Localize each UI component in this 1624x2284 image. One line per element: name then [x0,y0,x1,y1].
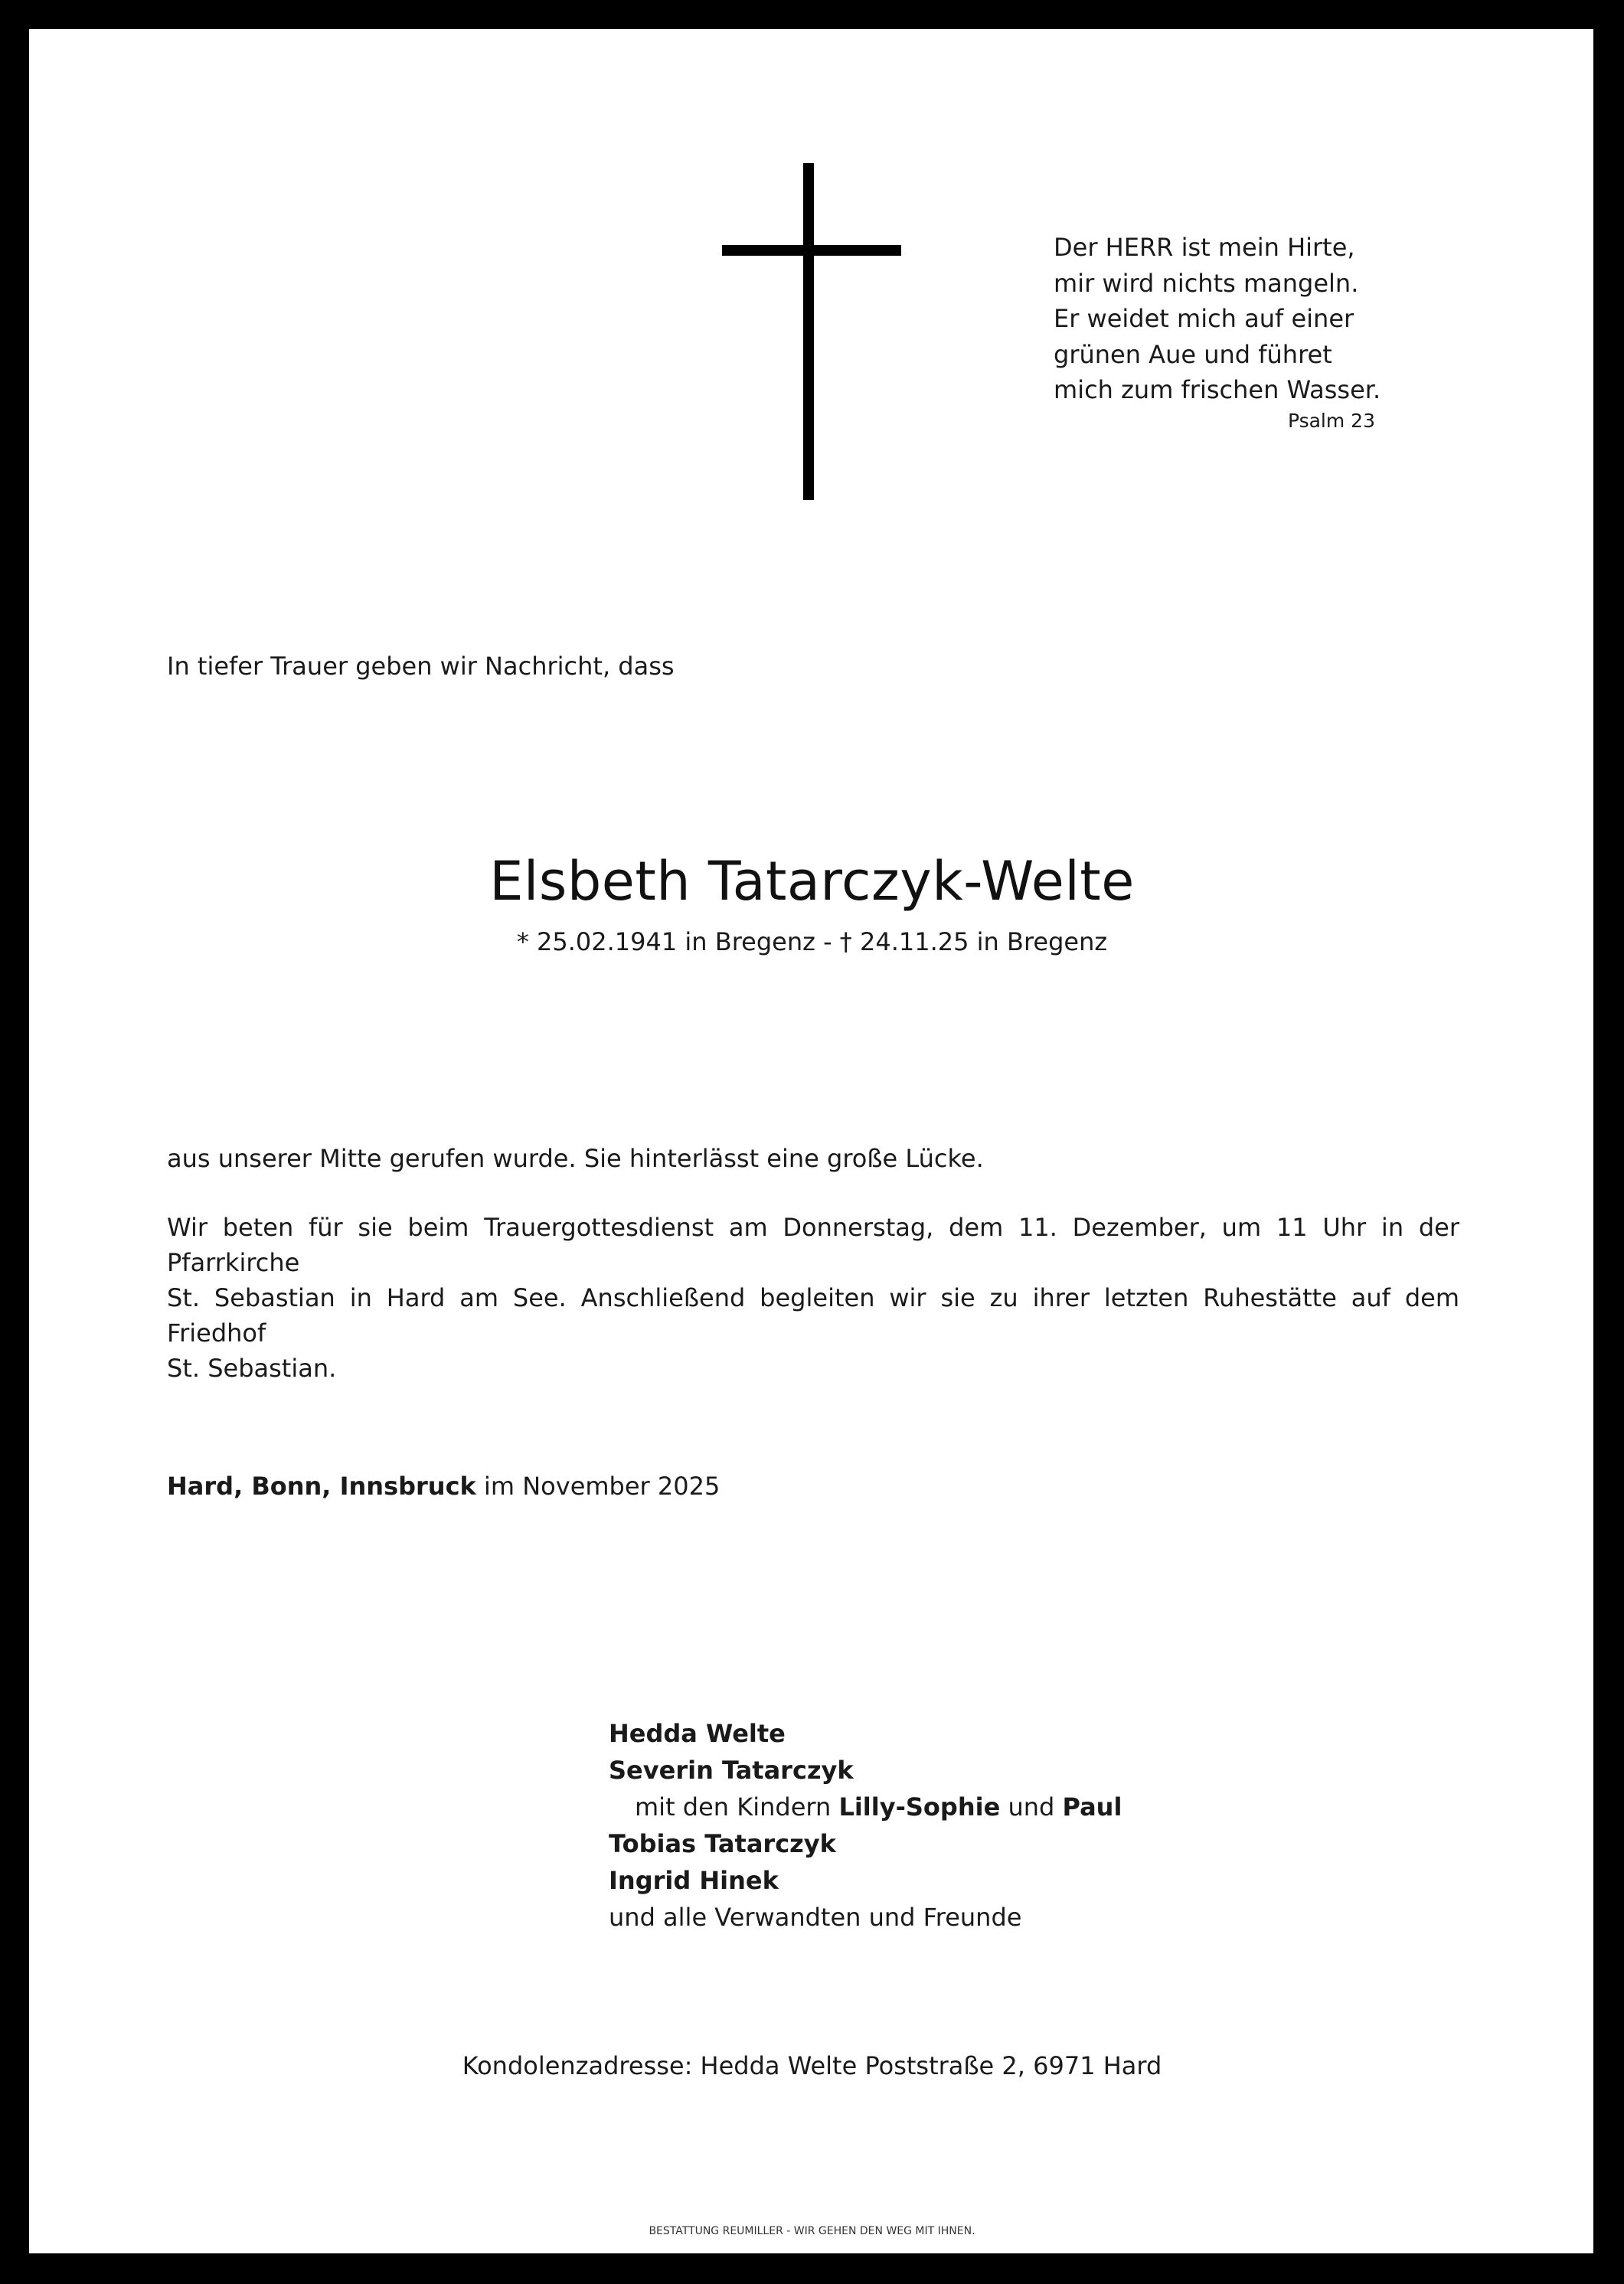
service-line: St. Sebastian. [167,1354,337,1383]
mourner-name: Severin Tatarczyk [609,1756,854,1785]
service-paragraph [167,1210,1459,1386]
funeral-home-footer: BESTATTUNG REUMILLER - WIR GEHEN DEN WEG MIT IHNEN. [649,2225,975,2237]
deceased-name: Elsbeth Tatarczyk-Welte [489,850,1135,913]
places: Hard, Bonn, Innsbruck [167,1472,476,1501]
children-and: und [1000,1792,1063,1822]
cross-icon-beam [722,245,901,256]
announcement-sentence: aus unserer Mitte gerufen wurde. Sie hinterlässt eine große Lücke. [167,1144,984,1173]
place-date-line [167,1469,720,1504]
mourner-name: Ingrid Hinek [609,1866,779,1895]
life-dates: * 25.02.1941 in Bregenz - † 24.11.25 in Bregenz [516,927,1108,956]
cross-icon [803,163,814,500]
mourners-list [609,1715,1122,1936]
psalm-line: Der HERR ist mein Hirte, [1054,233,1355,262]
psalm-line: mir wird nichts mangeln. [1054,268,1359,298]
psalm-line: mich zum frischen Wasser. [1054,375,1381,404]
children-prefix: mit den Kindern [635,1792,839,1822]
children-line [609,1789,1122,1825]
intro-text: In tiefer Trauer geben wir Nachricht, dass [167,652,675,681]
mourner-name: Tobias Tatarczyk [609,1829,836,1858]
psalm-line: Er weidet mich auf einer [1054,304,1354,333]
condolence-address: Kondolenzadresse: Hedda Welte Poststraße 2, 6971 Hard [462,2051,1162,2080]
child-name: Paul [1062,1792,1122,1822]
psalm-line: grünen Aue und führet [1054,339,1332,369]
psalm-reference: Psalm 23 [1287,409,1375,432]
mourners-others: und alle Verwandten und Freunde [609,1903,1022,1932]
child-name: Lilly-Sophie [838,1792,1001,1822]
mourner-name: Hedda Welte [609,1719,786,1748]
service-line: Wir beten für sie beim Trauergottesdienst am Donnerstag, dem 11. Dezember, um 11 Uhr in der Pfarrkirche [167,1213,1459,1277]
psalm-quote [1054,230,1390,434]
month-year: im November 2025 [475,1472,721,1501]
service-line: St. Sebastian in Hard am See. Anschließend begleiten wir sie zu ihrer letzten Ruhestätte auf dem Friedhof [167,1283,1459,1348]
